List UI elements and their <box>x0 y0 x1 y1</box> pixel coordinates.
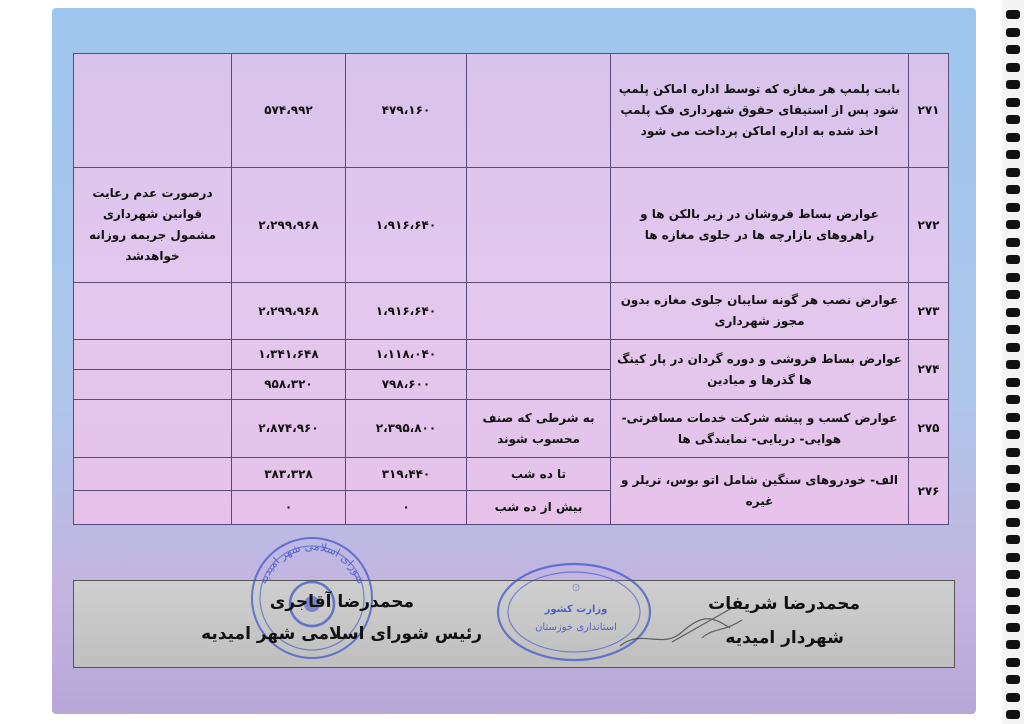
council-stamp-text: شورای اسلامی شهر امیدیه <box>256 539 368 586</box>
row-condition: بیش از ده شب <box>467 491 611 525</box>
row-amount-1: ۱،۹۱۶،۶۴۰ <box>346 168 467 283</box>
row-condition: تا ده شب <box>467 458 611 491</box>
binding-ring <box>1006 10 1020 19</box>
council-chair-name: محمدرضا آقاجری <box>269 592 414 612</box>
binding-ring <box>1006 640 1020 649</box>
binding-ring <box>1006 588 1020 597</box>
binding-ring <box>1006 623 1020 632</box>
row-description: عوارض نصب هر گونه سایبان جلوی مغازه بدون مجوز شهرداری <box>611 283 909 340</box>
row-remark <box>74 370 232 400</box>
row-number: ۲۷۴ <box>909 340 949 400</box>
row-amount-1: ۰ <box>346 491 467 525</box>
row-number: ۲۷۳ <box>909 283 949 340</box>
row-amount-2: ۲،۲۹۹،۹۶۸ <box>232 168 346 283</box>
row-amount-1: ۷۹۸،۶۰۰ <box>346 370 467 400</box>
binding-ring <box>1006 500 1020 509</box>
row-remark: درصورت عدم رعایت قوانین شهرداری مشمول جریمه روزانه خواهدشد <box>74 168 232 283</box>
row-amount-2: ۹۵۸،۳۲۰ <box>232 370 346 400</box>
binding-ring <box>1006 343 1020 352</box>
table-row <box>74 168 949 283</box>
binding-ring <box>1006 238 1020 247</box>
council-chair-title: رئیس شورای اسلامی شهر امیدیه <box>201 624 482 644</box>
mayor-title: شهردار امیدیه <box>725 628 844 648</box>
tariff-table <box>73 53 949 525</box>
table-row <box>74 283 949 340</box>
binding-ring <box>1006 308 1020 317</box>
row-remark <box>74 491 232 525</box>
binding-ring <box>1006 133 1020 142</box>
svg-text:۞: ۞ <box>571 578 581 594</box>
table-row <box>74 54 949 168</box>
row-amount-1: ۳۱۹،۴۴۰ <box>346 458 467 491</box>
binding-ring <box>1006 658 1020 667</box>
binding-ring <box>1006 605 1020 614</box>
row-condition <box>467 340 611 370</box>
row-description: عوارض بساط فروشی و دوره گردان در پار کینگ ها گذرها و میادین <box>611 340 909 400</box>
binding-ring <box>1006 220 1020 229</box>
row-amount-2: ۳۸۳،۳۲۸ <box>232 458 346 491</box>
row-remark <box>74 400 232 458</box>
mayor-signature <box>612 598 752 658</box>
binding-ring <box>1006 98 1020 107</box>
binding-ring <box>1006 80 1020 89</box>
row-remark <box>74 54 232 168</box>
mayor-name: محمدرضا شریفات <box>708 594 860 614</box>
row-condition <box>467 54 611 168</box>
ministry-stamp-title: وزارت کشور <box>544 604 608 615</box>
row-amount-1: ۲،۳۹۵،۸۰۰ <box>346 400 467 458</box>
row-description: الف- خودروهای سنگین شامل اتو بوس، تریلر و غیره <box>611 458 909 525</box>
row-number: ۲۷۶ <box>909 458 949 525</box>
row-remark <box>74 283 232 340</box>
binding-ring <box>1006 693 1020 702</box>
row-number: ۲۷۲ <box>909 168 949 283</box>
binding-ring <box>1006 430 1020 439</box>
binding-ring <box>1006 448 1020 457</box>
row-condition <box>467 370 611 400</box>
binding-ring <box>1006 168 1020 177</box>
binding-ring <box>1006 395 1020 404</box>
row-condition <box>467 283 611 340</box>
row-amount-1: ۱،۹۱۶،۶۴۰ <box>346 283 467 340</box>
row-remark <box>74 458 232 491</box>
row-amount-1: ۴۷۹،۱۶۰ <box>346 54 467 168</box>
binding-ring <box>1006 535 1020 544</box>
row-amount-2: ۲،۲۹۹،۹۶۸ <box>232 283 346 340</box>
binding-ring <box>1006 675 1020 684</box>
binding-ring <box>1006 150 1020 159</box>
row-condition <box>467 168 611 283</box>
row-amount-2: ۰ <box>232 491 346 525</box>
row-amount-2: ۱،۳۴۱،۶۴۸ <box>232 340 346 370</box>
table-row <box>74 340 949 370</box>
binding-ring <box>1006 518 1020 527</box>
binding-ring <box>1006 325 1020 334</box>
binding-ring <box>1006 378 1020 387</box>
row-description: بابت پلمپ هر مغازه که توسط اداره اماکن پلمپ شود پس از استیفای حقوق شهرداری فک پلمپ اخذ شده به اداره اماکن پرداخت می شود <box>611 54 909 168</box>
binding-ring <box>1006 115 1020 124</box>
row-amount-2: ۲،۸۷۴،۹۶۰ <box>232 400 346 458</box>
row-amount-1: ۱،۱۱۸،۰۴۰ <box>346 340 467 370</box>
binding-ring <box>1006 483 1020 492</box>
binding-ring <box>1006 273 1020 282</box>
binding-ring <box>1006 553 1020 562</box>
binding-ring <box>1006 465 1020 474</box>
binding-ring <box>1006 255 1020 264</box>
binding-ring <box>1006 185 1020 194</box>
table-row <box>74 458 949 491</box>
binding-ring <box>1006 413 1020 422</box>
ministry-stamp-subtitle: استانداری خوزستان <box>535 622 617 633</box>
binding-ring <box>1006 45 1020 54</box>
binding-ring <box>1006 710 1020 719</box>
binding-ring <box>1006 63 1020 72</box>
row-description: عوارض بساط فروشان در زیر بالکن ها و راهروهای بازارچه ها در جلوی مغازه ها <box>611 168 909 283</box>
binding-ring <box>1006 28 1020 37</box>
row-amount-2: ۵۷۴،۹۹۲ <box>232 54 346 168</box>
binding-ring <box>1006 570 1020 579</box>
binding-ring <box>1006 203 1020 212</box>
row-condition: به شرطی که صنف محسوب شوند <box>467 400 611 458</box>
svg-text:شورای اسلامی شهر امیدیه <box>256 540 367 586</box>
binding-ring <box>1006 360 1020 369</box>
binding-ring <box>1006 290 1020 299</box>
row-description: عوارض کسب و پیشه شرکت خدمات مسافرتی- هوایی- دریایی- نمایندگی ها <box>611 400 909 458</box>
row-remark <box>74 340 232 370</box>
row-number: ۲۷۱ <box>909 54 949 168</box>
spiral-binding <box>1002 0 1024 724</box>
table-row <box>74 400 949 458</box>
row-number: ۲۷۵ <box>909 400 949 458</box>
